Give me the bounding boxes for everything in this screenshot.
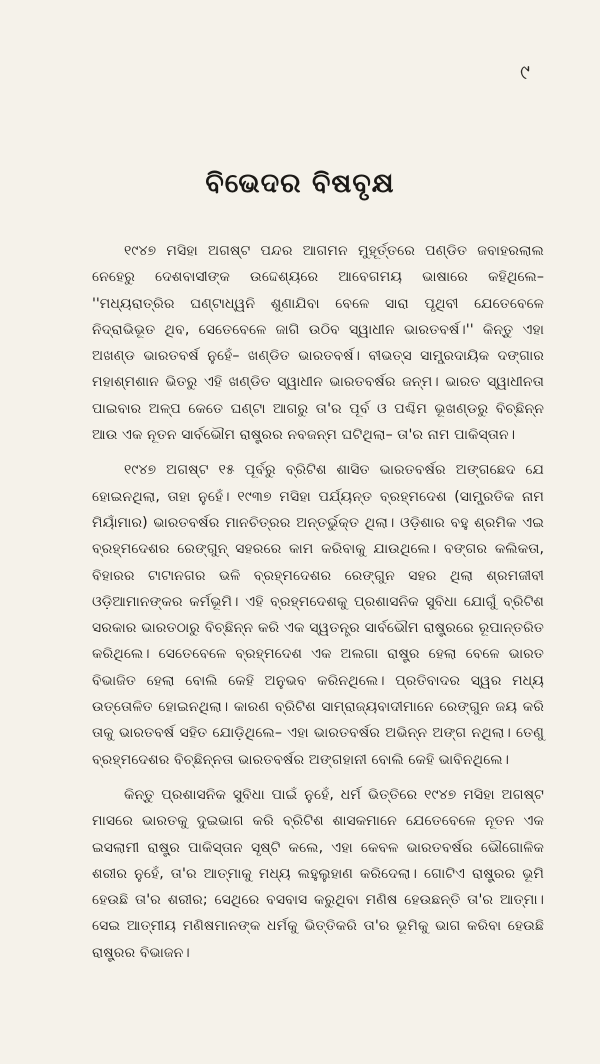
body-text	[92, 238, 544, 975]
chapter-title: ବିଭେଦର ବିଷବୃକ୍ଷ	[205, 168, 395, 199]
paragraph: ୧୯୪୭ ମସିହା ଅଗଷ୍ଟ ପନ୍ଦର ଆଗମନ ମୁହୂର୍ତ୍ତରେ ପଣ୍ଡିତ ଜବାହରଲାଲ ନେହେରୁ ଦେଶବାସୀଙ୍କ ଉଦ୍ଦେଶ୍ୟରେ ଆବେଗମୟ ଭାଷାରେ କହିଥିଲେ– ''ମଧ୍ୟରାତ୍ରିର ଘଣ୍ଟାଧ୍ୱନି ଶୁଣାଯିବା ବେଳେ ସାରା ପୃଥିବୀ ଯେତେବେଳେ ନିଦ୍ରାଭିଭୂତ ଥିବ, ସେତେବେଳେ ଜାଗି ଉଠିବ ସ୍ୱାଧୀନ ଭାରତବର୍ଷ।'' କିନ୍ତୁ ଏହା ଅଖଣ୍ଡ ଭାରତବର୍ଷ ନୁହେଁ– ଖଣ୍ଡିତ ଭାରତବର୍ଷ। ବୀଭତ୍ସ ସାମ୍ପ୍ରଦାୟିକ ଦଙ୍ଗାର ମହାଶ୍ମଶାନ ଭିତରୁ ଏହି ଖଣ୍ଡିତ ସ୍ୱାଧୀନ ଭାରତବର୍ଷର ଜନ୍ମ। ଭାରତ ସ୍ୱାଧୀନତା ପାଇବାର ଅଳ୍ପ କେତେ ଘଣ୍ଟା ଆଗରୁ ତା'ର ପୂର୍ବ ଓ ପଶ୍ଚିମ ଭୂଖଣ୍ଡରୁ ବିଚ୍ଛିନ୍ନ ଆଉ ଏକ ନୂତନ ସାର୍ବଭୌମ ରାଷ୍ଟ୍ରର ନବଜନ୍ମ ଘଟିଥିଲା– ତା'ର ନାମ ପାକିସ୍ତାନ।	[92, 243, 544, 444]
paragraph: ୧୯୪୭ ଅଗଷ୍ଟ ୧୫ ପୂର୍ବରୁ ବ୍ରିଟିଶ ଶାସିତ ଭାରତବର୍ଷର ଅଙ୍ଗଛେଦ ଯେ ହୋଇନଥିଲା, ତାହା ନୁହେଁ। ୧୯୩୭ ମସିହା ପର୍ଯ୍ୟନ୍ତ ବ୍ରହ୍ମଦେଶ (ସାମ୍ପ୍ରତିକ ନାମ ମିୟାଁମାର) ଭାରତବର୍ଷର ମାନଚିତ୍ରର ଅନ୍ତର୍ଭୁକ୍ତ ଥିଲା। ଓଡ଼ିଶାର ବହୁ ଶ୍ରମିକ ଏଇ ବ୍ରହ୍ମଦେଶର ରେଙ୍ଗୁନ୍ ସହରରେ କାମ କରିବାକୁ ଯାଉଥିଲେ। ବଙ୍ଗର କଲିକତା, ବିହାରର ଟାଟାନଗର ଭଳି ବ୍ରହ୍ମଦେଶର ରେଙ୍ଗୁନ ସହର ଥିଲା ଶ୍ରମଜୀବୀ ଓଡ଼ିଆମାନଙ୍କର କର୍ମଭୂମି। ଏହି ବ୍ରହ୍ମଦେଶକୁ ପ୍ରଶାସନିକ ସୁବିଧା ଯୋଗୁଁ ବ୍ରିଟିଶ ସରକାର ଭାରତଠାରୁ ବିଚ୍ଛିନ୍ନ କରି ଏକ ସ୍ୱତନ୍ତ୍ର ସାର୍ବଭୌମ ରାଷ୍ଟ୍ରରେ ରୂପାନ୍ତରିତ କରିଥିଲେ। ସେତେବେଳେ ବ୍ରହ୍ମଦେଶ ଏକ ଅଲଗା ରାଷ୍ଟ୍ର ହେଲା ବେଳେ ଭାରତ ବିଭାଜିତ ହେଲା ବୋଲି କେହି ଅନୁଭବ କରିନଥିଲେ। ପ୍ରତିବାଦର ସ୍ୱର ମଧ୍ୟ ଉତ୍ତୋଳିତ ହୋଇନଥିଲା। କାରଣ ବ୍ରିଟିଶ ସାମ୍ରାଜ୍ୟବାଦୀମାନେ ରେଙ୍ଗୁନ ଜୟ କରି ତାକୁ ଭାରତବର୍ଷ ସହିତ ଯୋଡ଼ିଥିଲେ– ଏହା ଭାରତବର୍ଷର ଅଭିନ୍ନ ଅଙ୍ଗ ନଥିଲା। ତେଣୁ ବ୍ରହ୍ମଦେଶର ବିଚ୍ଛିନ୍ନତା ଭାରତବର୍ଷର ଅଙ୍ଗହାନୀ ବୋଲି କେହି ଭାବିନଥିଲେ।	[92, 462, 544, 768]
paragraph: କିନ୍ତୁ ପ୍ରଶାସନିକ ସୁବିଧା ପାଇଁ ନୁହେଁ, ଧର୍ମ ଭିତ୍ତିରେ ୧୯୪୭ ମସିହା ଅଗଷ୍ଟ ମାସରେ ଭାରତକୁ ଦୁଇଭାଗ କରି ବ୍ରିଟିଶ ଶାସକମାନେ ଯେତେବେଳେ ନୂତନ ଏକ ଇସଲାମୀ ରାଷ୍ଟ୍ର ପାକିସ୍ତାନ ସୃଷ୍ଟି କଲେ, ଏହା କେବଳ ଭାରତବର୍ଷର ଭୌଗୋଳିକ ଶରୀର ନୁହେଁ, ତା'ର ଆତ୍ମାକୁ ମଧ୍ୟ ଲହୁଲୁହାଣ କରିଦେଲା। ଗୋଟିଏ ରାଷ୍ଟ୍ରର ଭୂମି ହେଉଛି ତା'ର ଶରୀର; ସେଥିରେ ବସବାସ କରୁଥିବା ମଣିଷ ହେଉଛନ୍ତି ତା'ର ଆତ୍ମା। ସେଇ ଆତ୍ମୀୟ ମଣିଷମାନଙ୍କ ଧର୍ମକୁ ଭିତ୍ତିକରି ତା'ର ଭୂମିକୁ ଭାଗ କରିବା ହେଉଛି ରାଷ୍ଟ୍ରର ବିଭାଜନ।	[92, 786, 544, 961]
page-number: ୯	[520, 60, 530, 84]
